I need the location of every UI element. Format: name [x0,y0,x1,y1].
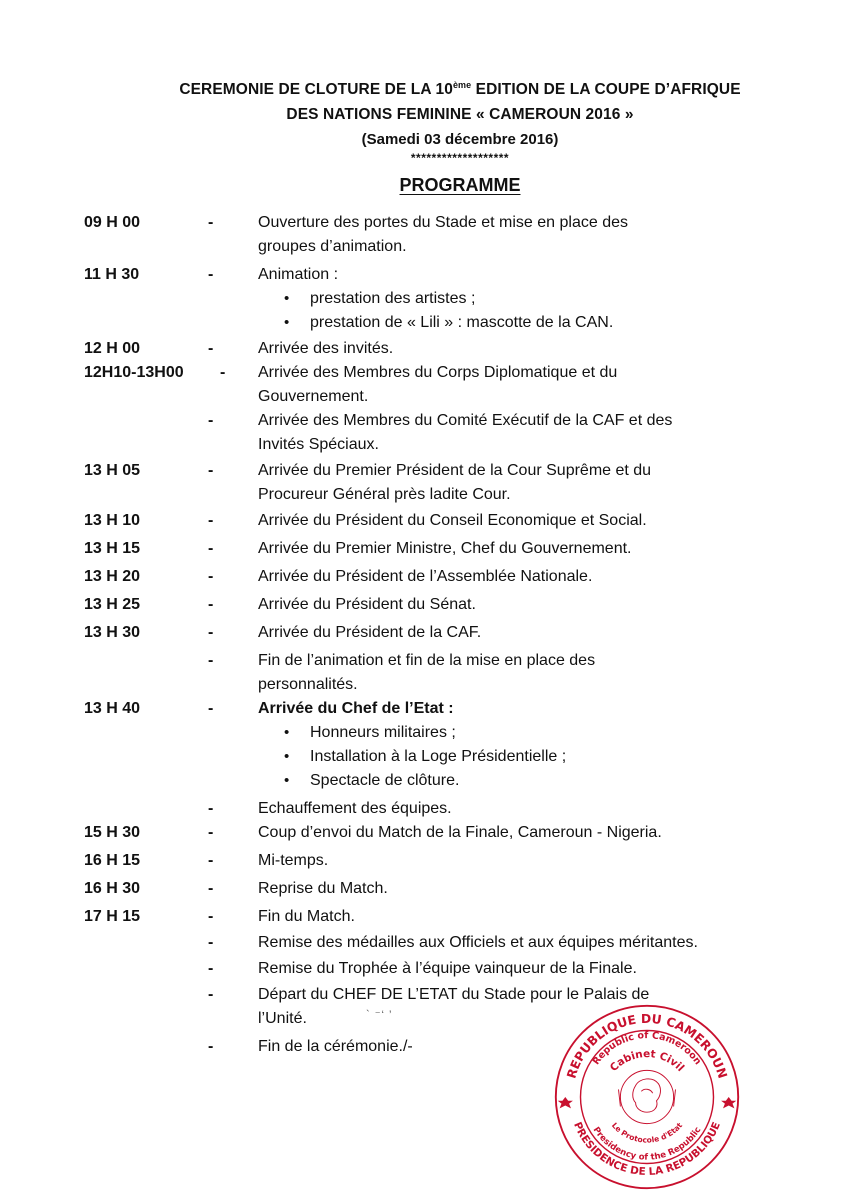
program-line: Ouverture des portes du Stade et mise en place des [258,214,628,231]
program-dash: - [208,652,214,669]
program-time: 17 H 15 [84,908,141,925]
program-dash: - [208,512,214,529]
program-dash: - [208,568,214,585]
program-line: Arrivée du Président du Sénat. [258,596,476,613]
program-bullet: • Honneurs militaires ; [258,721,798,745]
program-line: Invités Spéciaux. [258,436,379,453]
program-bullet: • prestation de « Lili » : mascotte de la CAN. [258,311,798,335]
program-line: Reprise du Match. [258,880,388,897]
program-description [258,211,798,259]
program-dash: - [208,824,214,841]
svg-text:REPUBLIQUE DU CAMEROUN [564,1012,729,1080]
program-line: Arrivée du Chef de l’Etat : [258,700,454,717]
program-dash: - [208,852,214,869]
program-description [258,409,798,457]
program-line: Echauffement des équipes. [258,800,452,817]
program-description [258,905,798,929]
separator-stars: ******************* [410,151,510,165]
program-line: Mi-temps. [258,852,329,869]
program-time: 16 H 15 [84,852,141,869]
seal-center-top: Cabinet Civil [607,1048,687,1075]
program-line: Arrivée du Président de l’Assemblée Nationale. [258,568,593,585]
program-line: Arrivée du Président du Conseil Economique et Social. [258,512,647,529]
program-description [258,537,798,561]
program-line: Gouvernement. [258,388,369,405]
program-description [258,697,798,793]
seal-outer-top: REPUBLIQUE DU CAMEROUN [564,1011,730,1081]
program-dash: - [208,800,214,817]
program-dash: - [208,934,214,951]
program-description [258,593,798,617]
program-line: Coup d’envoi du Match de la Finale, Cameroun - Nigeria. [258,824,662,841]
program-time: 09 H 00 [84,214,141,231]
program-line: Animation : [258,266,339,283]
program-line: Arrivée des invités. [258,340,394,357]
program-line: Procureur Général près ladite Cour. [258,486,511,503]
svg-text:Le Protocole d'Etat [610,1121,685,1145]
official-seal [552,1002,742,1192]
program-dash: - [208,1038,214,1055]
program-line: Fin de l’animation et fin de la mise en place des [258,652,596,669]
program-dash: - [208,700,214,717]
program-line: Arrivée des Membres du Corps Diplomatique et du [258,364,618,381]
program-dash: - [208,908,214,925]
program-time: 13 H 20 [84,568,141,585]
program-line: Remise du Trophée à l’équipe vainqueur de la Finale. [258,960,637,977]
program-description [258,565,798,589]
program-time: 12 H 00 [84,340,141,357]
seal-stars [558,1097,737,1108]
program-time: 13 H 15 [84,540,141,557]
program-description [258,509,798,533]
program-line: Fin du Match. [258,908,355,925]
program-title: PROGRAMME [399,175,521,195]
program-description [258,877,798,901]
program-dash: - [208,624,214,641]
program-dash: - [208,340,214,357]
program-line: Arrivée du Président de la CAF. [258,624,482,641]
program-bullet: • prestation des artistes ; [258,287,798,311]
program-description [258,337,798,361]
program-dash: - [208,986,214,1003]
program-bullet: • Spectacle de clôture. [258,769,798,793]
program-dash: - [208,960,214,977]
program-line: Arrivée des Membres du Comité Exécutif de la CAF et des [258,412,673,429]
seal-center-bottom: Le Protocole d'Etat [609,1120,685,1145]
program-description [258,649,798,697]
program-bullet: • Installation à la Loge Présidentielle ; [258,745,798,769]
program-description [258,459,798,507]
program-dash: - [208,214,214,231]
program-description [258,821,798,845]
program-time: 12H10-13H00 [84,364,184,381]
program-line: Arrivée du Premier Président de la Cour Suprême et du [258,462,652,479]
program-description [258,931,798,955]
program-time: 13 H 40 [84,700,141,717]
program-dash: - [208,412,214,429]
program-dash: - [208,880,214,897]
program-description [258,361,798,409]
program-line: personnalités. [258,676,358,693]
ink-smudge: ` ⁻‘ ’ [366,1009,393,1021]
program-dash: - [220,364,226,381]
seal-outer-bottom: PRESIDENCE DE LA REPUBLIQUE [571,1120,723,1178]
program-time: 13 H 25 [84,596,141,613]
program-dash: - [208,462,214,479]
document-title-line2: DES NATIONS FEMININE « CAMEROUN 2016 » [286,106,634,123]
program-time: 16 H 30 [84,880,141,897]
program-description [258,263,798,335]
program-time: 15 H 30 [84,824,141,841]
program-description [258,957,798,981]
program-line: l’Unité. [258,1010,307,1027]
program-dash: - [208,266,214,283]
program-description [258,797,798,821]
seal-inner-bottom: Presidency of the Republic [590,1125,704,1163]
seal-inner-top: Republic of Cameroon [590,1030,704,1068]
program-line: Départ du CHEF DE L’ETAT du Stade pour le Palais de [258,986,650,1003]
document-title-line1: CEREMONIE DE CLOTURE DE LA 10ème EDITION DE LA COUPE D’AFRIQUE [179,80,741,98]
program-time: 13 H 30 [84,624,141,641]
program-description [258,621,798,645]
program-time: 11 H 30 [84,266,140,283]
program-description [258,849,798,873]
program-time: 13 H 05 [84,462,141,479]
program-line: Remise des médailles aux Officiels et aux équipes méritantes. [258,934,698,951]
program-line: Fin de la cérémonie./- [258,1038,413,1055]
program-line: groupes d’animation. [258,238,407,255]
program-line: Arrivée du Premier Ministre, Chef du Gouvernement. [258,540,632,557]
program-dash: - [208,540,214,557]
program-time: 13 H 10 [84,512,141,529]
program-dash: - [208,596,214,613]
seal-emblem [619,1079,676,1112]
document-date: (Samedi 03 décembre 2016) [361,131,559,148]
